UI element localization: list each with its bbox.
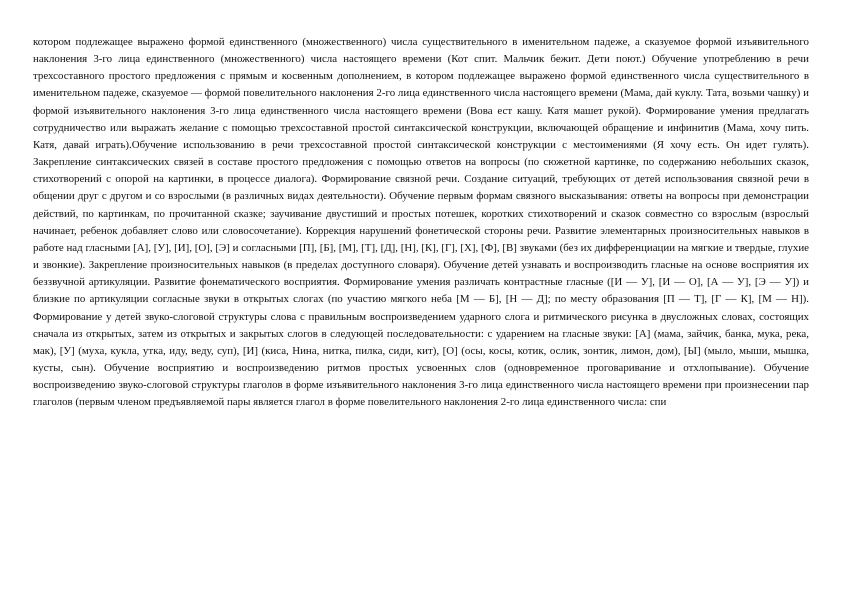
body-paragraph: котором подлежащее выражено формой единственного (множественного) числа существительного в именительном падеже, а сказуемое формой изъявительного наклонения 3-го лица единственного (множественного) числа настоящего времени (Кот спит. Мальчик бежит. Дети поют.) Обучение употреблению в речи трехсоставного простого предложения с прямым и косвенным дополнением, в котором подлежащее выражено формой единственного числа существительного в именительном падеже, сказуемое — формой повелительного наклонения 2-го лица единственного числа настоящего времени (Мама, дай куклу. Тата, возьми чашку) и формой изъявительного наклонения 3-го лица единственного числа настоящего времени (Вова ест кашу. Катя машет рукой). Формирование умения предлагать сотрудничество или выражать желание с помощью трехсоставной простой синтаксической конструкции, включающей обращение и инфинитив (Мама, хочу пить. Катя, давай играть).Обучение использованию в речи трехсоставной простой синтаксической конструкции с местоимениями (Я хочу есть. Он идет гулять). Закрепление синтаксических связей в составе простого предложения с помощью ответов на вопросы (по сюжетной картинке, по содержанию небольших сказок, стихотворений с опорой на картинки, в процессе диалога). Формирование связной речи. Создание ситуаций, требующих от детей использования связной речи в общении друг с другом и со взрослыми (в различных видах деятельности). Обучение первым формам связного высказывания: ответы на вопросы при демонстрации действий, по картинкам, по прочитанной сказке; заучивание двустиший и простых потешек, коротких стихотворений и сказок совместно со взрослым (взрослый начинает, ребенок добавляет слово или словосочетание). Коррекция нарушений фонетической стороны речи. Развитие элементарных произносительных навыков в работе над гласными [А], [У], [И], [О], [Э] и согласными [П], [Б], [М], [Т], [Д], [Н], [К], [Г], [Х], [Ф], [В] звуками (без их дифференциации на мягкие и твердые, глухие и звонкие). Закрепление произносительных навыков (в пределах доступного словаря). Обучение детей узнавать и воспроизводить гласные на основе восприятия их беззвучной артикуляции. Развитие фонематического восприятия. Формирование умения различать контрастные гласные ([И — У], [И — О], [А — У], [Э — У]) и близкие по артикуляции согласные звуки в открытых слогах (по участию мягкого неба [М — Б], [Н — Д]; по месту образования [П — Т], [Г — К], [М — Н]). Формирование у детей звуко-слоговой структуры слова с правильным воспроизведением ударного слога и ритмического рисунка в двусложных словах, состоящих сначала из открытых, затем из открытых и закрытых слогов в следующей последовательности: с ударением на гласные звуки: [А] (мама, зайчик, банка, мука, река, мак), [У] (муха, кукла, утка, иду, веду, суп), [И] (киса, Нина, нитка, пилка, сиди, кит), [О] (осы, косы, котик, ослик, зонтик, лимон, дом), [Ы] (мыло, мыши, мышка, кусты, сын). Обучение восприятию и воспроизведению ритмов простых усвоенных слов (одновременное проговаривание и отхлопывание). Обучение воспроизведению звуко-слоговой структуры глаголов в форме изъявительного наклонения 3-го лица единственного числа настоящего времени при произнесении пар глаголов (первым членом предъявляемой пары является глагол в форме повелительного наклонения 2-го лица единственного числа: спи [33,36,809,409]
body-text-block [33,34,809,554]
